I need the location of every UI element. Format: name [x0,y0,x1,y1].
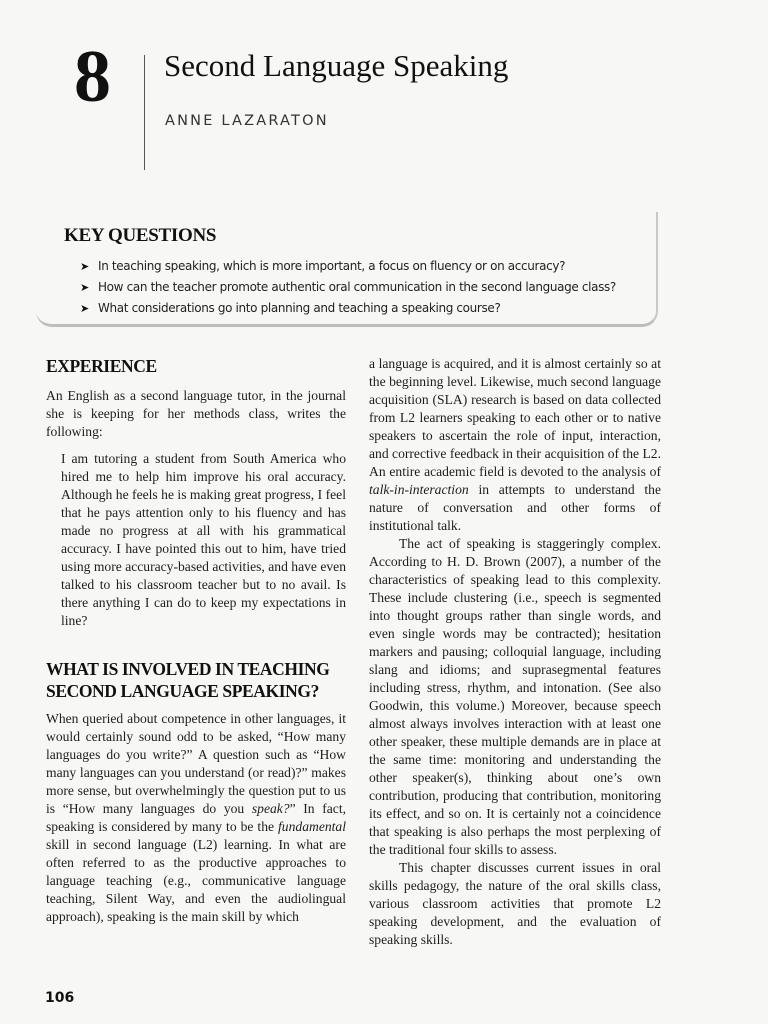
emphasis-talk-in-interaction: talk-in-interaction [369,482,469,497]
involved-paragraph-2: The act of speaking is staggeringly complex. According to H. D. Brown (2007), a number of the characteristics of speaking lead to this complexity. These include clustering (i.e., speech is segmented into thought groups rather than single words, and even single words may be contracted); hesitation markers and pausing; colloquial language, including slang and idioms; and suprasegmental features including stress, rhythm, and intonation. (See also Goodwin, this volume.) Moreover, because speech almost always involves interaction with at least one other speaker, these multiple demands are in place at the same time: monitoring and understanding the other speaker(s), thinking about one’s own contribution, producing that contribution, monitoring its effect, and so on. It is certainly not a coincidence that speaking is also perhaps the most perplexing of the traditional four skills to assess. [369,536,661,857]
right-column [369,355,661,949]
emphasis-fundamental: fundamental [278,819,346,834]
key-questions-heading: KEY QUESTIONS [64,225,217,246]
text-run: ” In fact, speaking is considered by many to be the [46,801,346,834]
key-questions-list [80,256,616,319]
chapter-number: 8 [74,36,111,118]
chapter-header [0,0,768,200]
key-question-item [80,298,616,319]
emphasis-speak: speak? [251,801,290,816]
continued-paragraph [369,355,661,535]
page-number: 106 [45,990,75,1006]
chapter-divider [144,55,145,170]
experience-heading: EXPERIENCE [46,356,157,376]
key-question-text: What considerations go into planning and teaching a speaking course? [98,301,501,315]
text-run: When queried about competence in other languages, it would certainly sound odd to be asked, “How many languages do you write?” A question such as “How many languages can you understand (or read)?” makes more sense, but overwhelmingly the question put to us is “How many languages do you [46,711,346,816]
arrowhead-right-icon: ➤ [80,281,89,294]
involved-paragraph-3: This chapter discusses current issues in oral skills pedagogy, the nature of the oral skills class, various classroom activities that promote L2 speaking development, and the evaluation of speaking skills. [369,860,661,947]
experience-quote: I am tutoring a student from South America who hired me to help him improve his oral accuracy. Although he feels he is making great progress, I feel that he pays attention only to his fluency and has made no progress at all with his grammatical accuracy. I have pointed this out to him, have tried using more accuracy-based activities, and have even talked to his classroom teacher but to no avail. Is there anything I can do to keep my expectations in line? [61,451,346,628]
text-run: in attempts to understand the nature of conversation and other forms of institutional talk. [369,482,661,533]
left-column [46,355,346,944]
arrowhead-right-icon: ➤ [80,302,89,315]
involved-heading: WHAT IS INVOLVED IN TEACHING SECOND LANGUAGE SPEAKING? [46,659,330,701]
key-question-item [80,277,616,298]
chapter-title: Second Language Speaking [164,48,509,83]
experience-intro: An English as a second language tutor, in the journal she is keeping for her methods class, writes the following: [46,388,346,439]
involved-paragraph-1 [46,710,346,944]
text-run: a language is acquired, and it is almost certainly so at the beginning level. Likewise, much second language acquisition (SLA) research is based on data collected from L2 learners speaking to each other or to native speakers to ascertain the role of input, interaction, and corrective feedback in their acquisition of the L2. An entire academic field is devoted to the analysis of [369,356,661,479]
key-question-text: In teaching speaking, which is more important, a focus on fluency or on accuracy? [98,259,566,273]
arrowhead-right-icon: ➤ [80,260,89,273]
text-run: skill in second language (L2) learning. In what are often referred to as the productive approaches to language teaching (e.g., communicative language teaching, Silent Way, and even the audiolingual approach), speaking is the main skill by which [46,837,346,924]
involved-paragraph-1-continued [369,355,661,535]
key-question-text: How can the teacher promote authentic oral communication in the second language class? [98,280,616,294]
chapter-author: ANNE LAZARATON [165,113,329,129]
key-question-item [80,256,616,277]
